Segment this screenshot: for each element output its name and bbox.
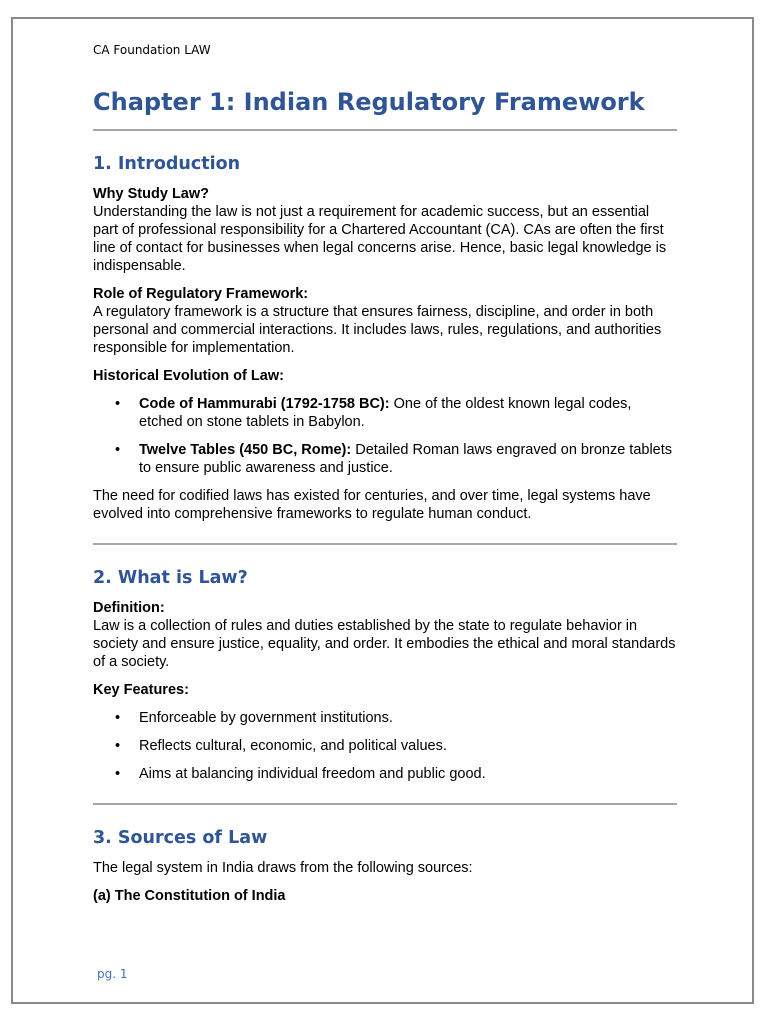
chapter-title: Chapter 1: Indian Regulatory Framework: [93, 87, 677, 131]
page-number: pg. 1: [97, 967, 128, 981]
role-heading: Role of Regulatory Framework:: [93, 286, 309, 302]
history-text: Detailed Roman laws engraved on bronze tablets to ensure public awareness and justice.: [139, 442, 673, 476]
why-study-law-text: Understanding the law is not just a requirement for academic success, but an essential part of professional responsibility for a Chartered Accountant (CA). CAs are often the first line of contact for businesses when legal concerns arise. Hence, basic legal knowledge is indispensable.: [93, 204, 667, 274]
why-study-law-heading: Why Study Law?: [93, 186, 209, 202]
features-heading: Key Features:: [93, 682, 189, 698]
history-sep: :: [346, 442, 352, 458]
list-item: • Reflects cultural, economic, and political values.: [93, 737, 677, 755]
section-what-is-law: [93, 545, 677, 805]
section-heading-what-is-law: 2. What is Law?: [93, 568, 248, 588]
definition-text: Law is a collection of rules and duties established by the state to regulate behavior in society and ensure justice, equality, and order. It embodies the ethical and moral standards of a society.: [93, 618, 676, 670]
page-header: CA Foundation LAW: [93, 43, 211, 57]
section-heading-introduction: 1. Introduction: [93, 154, 241, 174]
history-list: [93, 395, 677, 477]
definition-heading: Definition:: [93, 600, 165, 616]
list-item: • Aims at balancing individual freedom and public good.: [93, 765, 677, 783]
history-sep: :: [384, 396, 390, 412]
features-list: [93, 709, 677, 783]
section-introduction: [93, 131, 677, 545]
document-body: [93, 87, 677, 905]
history-text: One of the oldest known legal codes, etched on stone tablets in Babylon.: [139, 396, 632, 430]
list-item: [93, 441, 677, 477]
intro-closing-text: The need for codified laws has existed for centuries, and over time, legal systems have evolved into comprehensive frameworks to regulate human conduct.: [93, 488, 651, 522]
list-item: [93, 395, 677, 431]
section-sources-of-law: [93, 805, 677, 905]
history-term: Twelve Tables (450 BC, Rome): [139, 442, 347, 458]
list-item: • Enforceable by government institutions.: [93, 709, 677, 727]
document-page: [11, 17, 754, 1004]
history-term: Code of Hammurabi (1792-1758 BC): [139, 396, 385, 412]
history-heading: Historical Evolution of Law:: [93, 368, 284, 384]
constitution-heading: (a) The Constitution of India: [93, 888, 286, 904]
section-heading-sources: 3. Sources of Law: [93, 828, 268, 848]
sources-intro-text: The legal system in India draws from the following sources:: [93, 860, 473, 876]
role-text: A regulatory framework is a structure that ensures fairness, discipline, and order in both personal and commercial interactions. It includes laws, rules, regulations, and authorities responsible for implementation.: [93, 304, 662, 356]
